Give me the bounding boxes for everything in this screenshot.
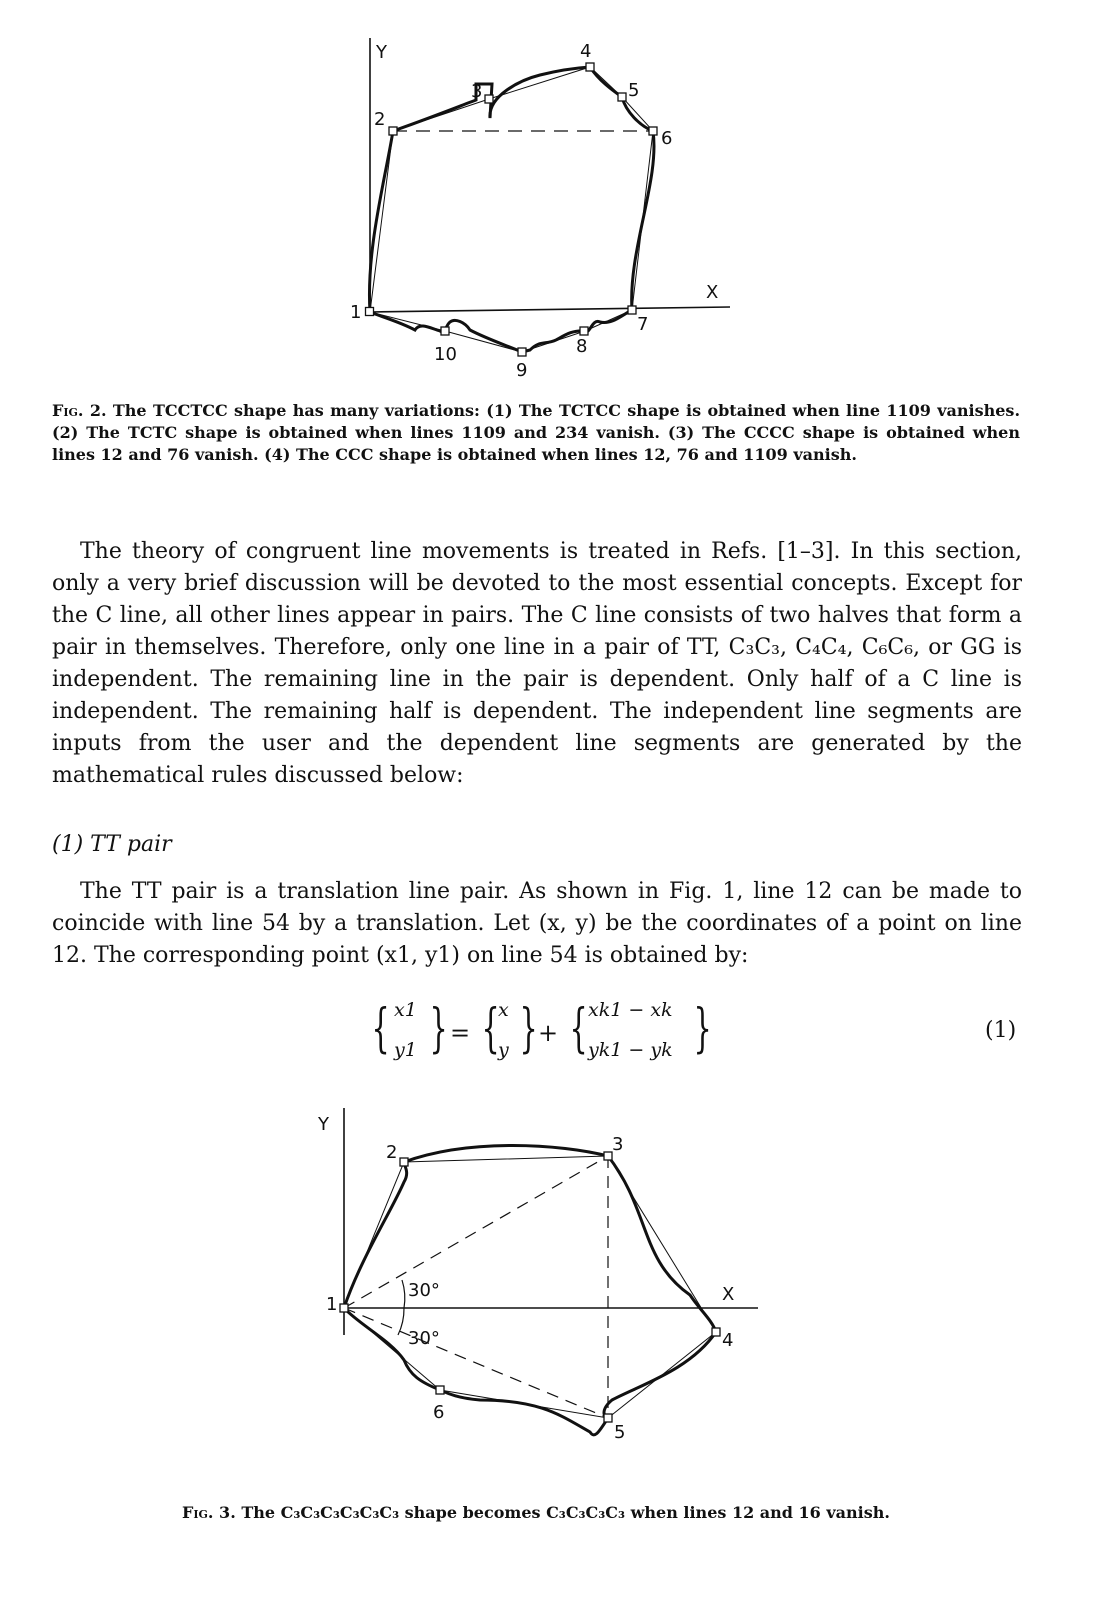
caption-label: Fig. 3. xyxy=(182,1503,236,1522)
fig2-y-axis-label: Y xyxy=(376,42,387,63)
caption-text: The C₃C₃C₃C₃C₃C₃ shape becomes C₃C₃C₃C₃ when lines 12 and 16 vanish. xyxy=(241,1503,890,1522)
fig3-point-label: 3 xyxy=(612,1134,624,1155)
fig2-point-label: 4 xyxy=(580,41,592,62)
fig3-x-axis-label: X xyxy=(722,1284,735,1305)
fig3-point-label: 1 xyxy=(326,1294,338,1315)
eq-rhs-top: xk1 − xk xyxy=(588,999,673,1021)
fig2-point-label: 1 xyxy=(350,302,362,323)
fig2-point-label: 8 xyxy=(576,336,588,357)
fig3-point-label: 6 xyxy=(433,1402,445,1423)
fig2-point-label: 3 xyxy=(471,81,483,102)
section-subheading: (1) TT pair xyxy=(52,832,172,857)
fig2-point-label: 6 xyxy=(661,128,673,149)
fig2-x-axis-label: X xyxy=(706,282,719,303)
caption-label: Fig. 2. xyxy=(52,401,107,420)
brace: { xyxy=(569,999,588,1059)
fig3-point-label: 2 xyxy=(386,1142,398,1163)
body-paragraph: The theory of congruent line movements is treated in Refs. [1–3]. In this section, only a very brief discussion will be devoted to the most essential concepts. Except for the C line, all other lines appear in pairs. The C line consists of two halves that form a pair in themselves. Therefore, only one line in a pair of TT, C₃C₃, C₄C₄, C₆C₆, or GG is independent. The remaining line in the pair is dependent. Only half of a C line is independent. The remaining half is dependent. The independent line segments are inputs from the user and the dependent line segments are generated by the mathematical rules discussed below: xyxy=(52,539,1022,788)
figure-3-caption xyxy=(52,1502,1020,1524)
fig2-point-label: 5 xyxy=(628,80,640,101)
eq-mid-top: x xyxy=(498,999,509,1021)
eq-lhs-top: x1 xyxy=(394,999,417,1021)
equation-number: (1) xyxy=(985,1018,1017,1043)
figure-3 xyxy=(0,1100,1100,1480)
figure-2-caption xyxy=(52,400,1020,466)
eq-rhs-bottom: yk1 − yk xyxy=(588,1039,673,1061)
fig3-y-axis-label: Y xyxy=(318,1114,329,1135)
fig3-point-label: 4 xyxy=(722,1330,734,1351)
eq-mid-bottom: y xyxy=(498,1039,509,1061)
equation-1 xyxy=(360,995,760,1075)
brace: } xyxy=(429,999,448,1059)
eq-plus: + xyxy=(538,1019,559,1047)
brace: { xyxy=(481,999,500,1059)
fig3-point-label: 5 xyxy=(614,1422,626,1443)
brace: { xyxy=(371,999,390,1059)
caption-text: The TCCTCC shape has many variations: (1) The TCTCC shape is obtained when line 1109 vanishes. (2) The TCTC shape is obtained when lines 1109 and 234 vanish. (3) The CCCC shape is obtained when lines 12 and 76 vanish. (4) The CCC shape is obtained when lines 12, 76 and 1109 vanish. xyxy=(52,401,1021,464)
fig3-angle-label: 30° xyxy=(408,1328,440,1349)
brace: } xyxy=(519,999,538,1059)
fig2-point-label: 7 xyxy=(637,314,649,335)
body-paragraph: The TT pair is a translation line pair. As shown in Fig. 1, line 12 can be made to coincide with line 54 by a translation. Let (x, y) be the coordinates of a point on line 12. The corresponding point (x1, y1) on line 54 is obtained by: xyxy=(52,879,1022,968)
fig2-point-label: 10 xyxy=(434,344,457,365)
brace: } xyxy=(693,999,712,1059)
eq-equals: = xyxy=(450,1019,471,1047)
eq-lhs-bottom: y1 xyxy=(394,1039,417,1061)
fig2-point-label: 2 xyxy=(374,109,386,130)
fig2-point-label: 9 xyxy=(516,360,528,381)
fig3-angle-label: 30° xyxy=(408,1280,440,1301)
figure-2 xyxy=(0,0,1100,395)
